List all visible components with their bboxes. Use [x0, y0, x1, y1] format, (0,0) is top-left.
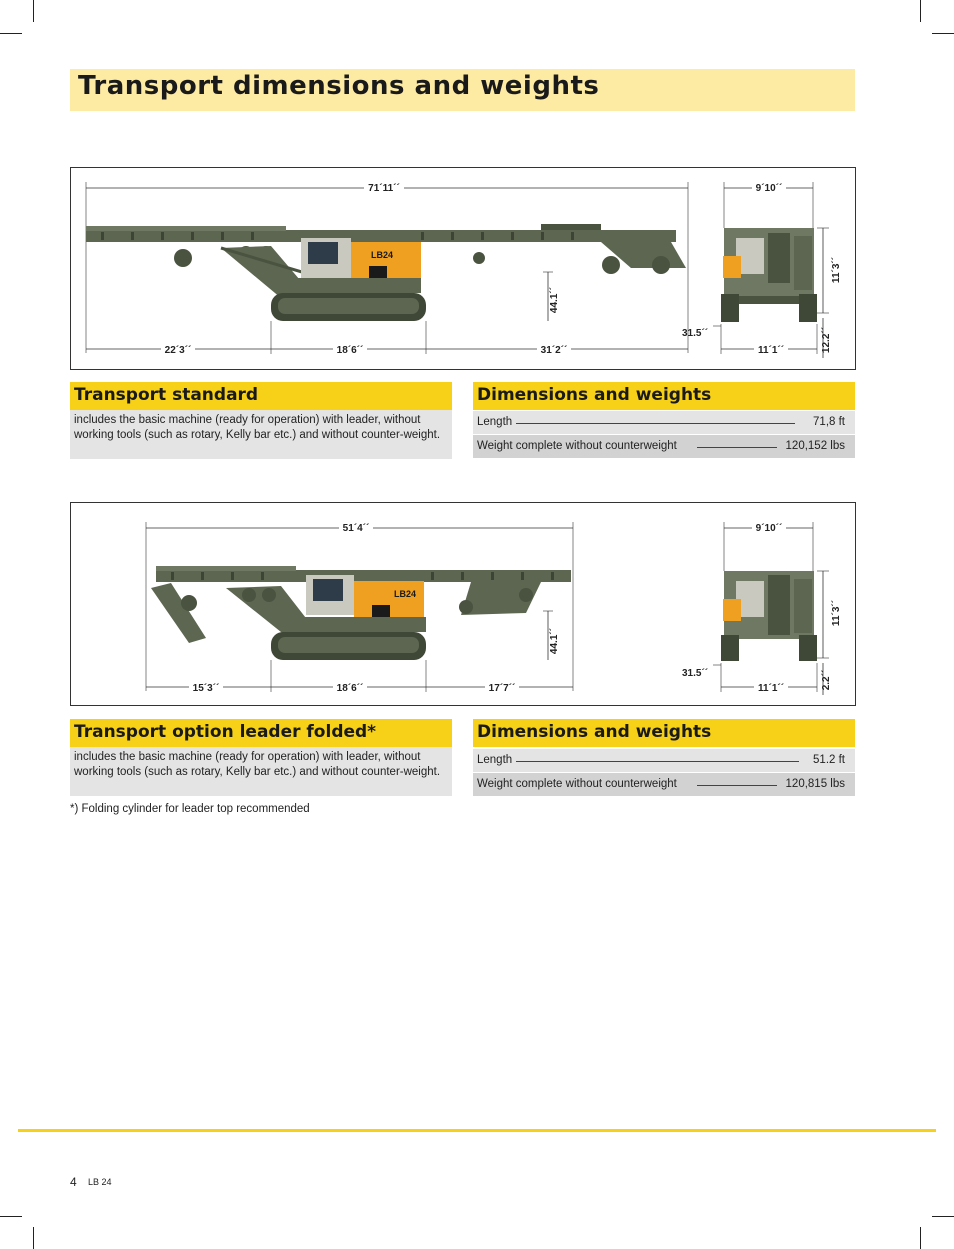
- heading-text: Transport option leader folded*: [74, 722, 377, 742]
- dim-crawler-height: 44.1´´: [549, 286, 560, 314]
- dim-height-front: 11´3´´: [831, 599, 842, 627]
- model-label: LB24: [394, 589, 417, 599]
- dim-height-bottom: 12.2´´: [821, 326, 832, 354]
- table-row: [473, 749, 855, 772]
- dim-height-bottom: 2.2´´: [821, 669, 832, 691]
- row-value: 71,8 ft: [809, 416, 845, 428]
- dim-track-width: 11´1´´: [757, 345, 785, 356]
- machine-drawing: [71, 168, 855, 369]
- heading-text: Dimensions and weights: [477, 385, 712, 405]
- dim-rear-overhang: 15´3´´: [192, 683, 220, 694]
- table-row: [473, 435, 855, 458]
- table-row: [473, 773, 855, 796]
- crop-mark: [33, 1227, 34, 1249]
- table-row: [473, 411, 855, 434]
- crop-mark: [920, 1227, 921, 1249]
- row-label: Weight complete without counterweight: [477, 440, 681, 452]
- dim-height-front: 11´3´´: [831, 256, 842, 284]
- dim-ground-clearance: 31.5´´: [682, 668, 709, 679]
- figure-transport-standard: [70, 167, 856, 370]
- dim-overall-length: 71´11´´: [368, 183, 400, 194]
- title-bar: [70, 69, 855, 111]
- crop-mark: [920, 0, 921, 22]
- crop-mark: [33, 0, 34, 22]
- transport-standard-text: includes the basic machine (ready for operation) with leader, without working tools (such as rotary, Kelly bar etc.) and without counter-weight.: [74, 414, 441, 441]
- crop-mark: [0, 1216, 22, 1217]
- dimensions-weights-heading-2: [473, 719, 855, 747]
- dimensions-weights-heading: [473, 382, 855, 410]
- row-label: Length: [477, 416, 516, 428]
- dim-crawler-length: 18´6´´: [336, 683, 364, 694]
- heading-text: Transport standard: [74, 385, 259, 405]
- model-label: LB24: [371, 250, 394, 260]
- crop-mark: [0, 33, 22, 34]
- row-value: 120,815 lbs: [782, 778, 845, 790]
- dim-front-overhang: 31´2´´: [540, 345, 568, 356]
- row-value: 120,152 lbs: [782, 440, 845, 452]
- crop-mark: [932, 1216, 954, 1217]
- doc-code: LB 24: [88, 1177, 112, 1187]
- crop-mark: [932, 33, 954, 34]
- dim-width-top: 9´10´´: [755, 523, 783, 534]
- leader-folded-body: [70, 747, 452, 796]
- dim-track-width: 11´1´´: [757, 683, 785, 694]
- row-value: 51.2 ft: [809, 754, 845, 766]
- leader-folded-heading: [70, 719, 452, 747]
- page-title: Transport dimensions and weights: [78, 71, 600, 101]
- dim-crawler-length: 18´6´´: [336, 345, 364, 356]
- transport-standard-heading: [70, 382, 452, 410]
- row-label: Length: [477, 754, 516, 766]
- leader-folded-text: includes the basic machine (ready for operation) with leader, without working tools (such as rotary, Kelly bar etc.) and without counter-weight.: [74, 751, 441, 778]
- dim-ground-clearance: 31.5´´: [682, 328, 709, 339]
- dim-crawler-height: 44.1´´: [549, 627, 560, 655]
- heading-text: Dimensions and weights: [477, 722, 712, 742]
- figure-leader-folded: [70, 502, 856, 706]
- footnote: *) Folding cylinder for leader top recommended: [70, 803, 310, 815]
- dimensions-weights-table-2: [473, 747, 855, 796]
- dim-overall-length: 51´4´´: [342, 523, 370, 534]
- page-number: 4: [70, 1175, 77, 1189]
- machine-drawing: [71, 503, 855, 705]
- dim-front-overhang: 17´7´´: [488, 683, 516, 694]
- row-label: Weight complete without counterweight: [477, 778, 681, 790]
- dim-rear-overhang: 22´3´´: [164, 345, 192, 356]
- transport-standard-body: [70, 410, 452, 459]
- dim-width-top: 9´10´´: [755, 183, 783, 194]
- footer-rule: [18, 1129, 936, 1132]
- dimensions-weights-table: [473, 410, 855, 459]
